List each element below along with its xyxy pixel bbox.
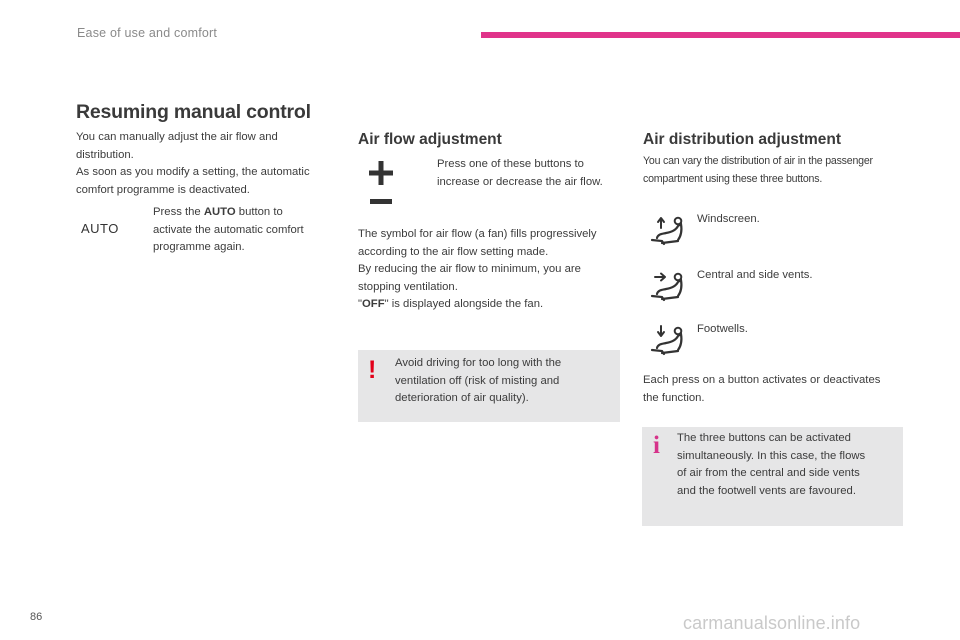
- warning-box: [358, 350, 620, 422]
- plus-icon: [368, 160, 394, 186]
- auto-instruction-line: [153, 204, 343, 222]
- windscreen-label: Windscreen.: [697, 213, 760, 225]
- footwells-label: Footwells.: [697, 323, 748, 335]
- each-press-line: the function.: [643, 391, 705, 404]
- intro-line: comfort programme is deactivated.: [76, 183, 250, 196]
- each-press-line: Each press on a button activates or deactivates: [643, 374, 881, 386]
- airflow-desc-line: stopping ventilation.: [358, 280, 458, 293]
- intro-line: distribution.: [76, 148, 134, 161]
- airflow-bullet-line: Press one of these buttons to: [437, 158, 584, 170]
- windscreen-icon: [648, 210, 688, 250]
- manual-intro: [76, 129, 346, 199]
- intro-line: As soon as you modify a setting, the automatic: [76, 166, 310, 178]
- info-box: [642, 427, 903, 526]
- airflow-bullet-line: increase or decrease the air flow.: [437, 175, 603, 188]
- minus-icon: [370, 198, 392, 206]
- distribution-intro-line: compartment using these three buttons.: [643, 172, 823, 185]
- airflow-bullet: [437, 156, 627, 191]
- text-segment: ": [358, 298, 363, 310]
- info-line: and the footwell vents are favoured.: [677, 484, 856, 497]
- text-segment: Press the: [153, 206, 204, 218]
- text-segment: " is displayed alongside the fan.: [384, 298, 544, 310]
- auto-bold: AUTO: [203, 206, 236, 218]
- auto-button-label: AUTO: [81, 221, 119, 236]
- airflow-description: [358, 226, 626, 314]
- airflow-desc-line: The symbol for air flow (a fan) fills progressively: [358, 228, 597, 240]
- watermark: carmanualsonline.info: [683, 613, 861, 633]
- info-line: The three buttons can be activated: [677, 432, 851, 444]
- accent-bar: [481, 32, 960, 38]
- page-number: 86: [30, 611, 43, 623]
- central-vents-label: Central and side vents.: [697, 269, 813, 281]
- airflow-title: Air flow adjustment: [358, 131, 502, 148]
- intro-line: You can manually adjust the air flow and: [76, 131, 278, 143]
- off-bold: OFF: [362, 298, 385, 310]
- warning-text: [395, 355, 615, 408]
- warning-line: Avoid driving for too long with the: [395, 357, 562, 369]
- warning-icon: !: [368, 356, 377, 384]
- distribution-intro-line: You can vary the distribution of air in the passenger: [643, 155, 873, 167]
- text-segment: button to: [235, 206, 283, 218]
- each-press-text: [643, 372, 918, 407]
- auto-instruction-line: activate the automatic comfort: [153, 223, 304, 236]
- auto-instruction: [153, 204, 343, 257]
- warning-line: deterioration of air quality).: [395, 392, 529, 404]
- footwells-icon: [648, 320, 688, 360]
- page-title: Resuming manual control: [76, 101, 311, 123]
- warning-line: ventilation off (risk of misting and: [395, 374, 560, 387]
- info-line: of air from the central and side vents: [677, 467, 860, 479]
- info-text: [677, 430, 899, 500]
- distribution-intro: [643, 153, 913, 188]
- distribution-title: Air distribution adjustment: [643, 131, 842, 148]
- auto-instruction-line: programme again.: [153, 241, 245, 253]
- section-header: Ease of use and comfort: [77, 26, 218, 40]
- airflow-desc-line: according to the air flow setting made.: [358, 245, 549, 258]
- info-line: simultaneously. In this case, the flows: [677, 449, 866, 462]
- off-line: [358, 296, 626, 314]
- info-icon: i: [653, 432, 660, 459]
- airflow-desc-line: By reducing the air flow to minimum, you are: [358, 263, 581, 275]
- central-vents-icon: [648, 266, 688, 306]
